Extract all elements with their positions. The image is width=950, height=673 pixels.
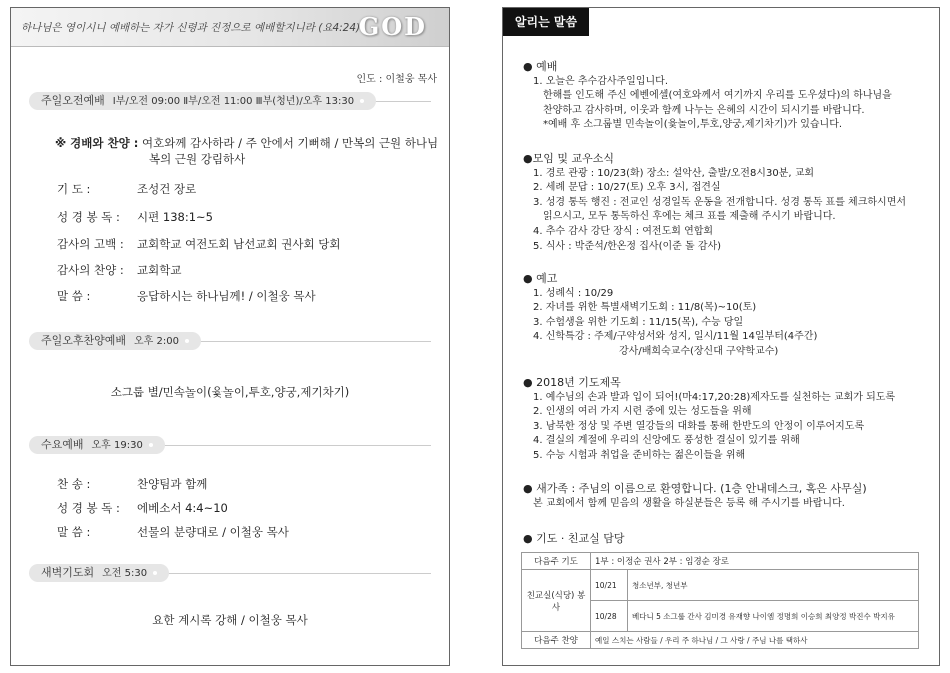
- header-banner: [11, 8, 449, 47]
- section-time: Ⅰ부/오전 09:00 Ⅱ부/오전 11:00 Ⅲ부(청년)/오후 13:30: [112, 96, 355, 107]
- block-heading: ● 새가족 : 주님의 이름으로 환영합니다. (1층 안내데스크, 혹은 사무실): [523, 482, 867, 495]
- meetings-block: [523, 152, 923, 254]
- row-label: 말 씀 :: [57, 289, 91, 303]
- block-heading: ● 2018년 기도제목: [523, 376, 621, 389]
- list-item: 한해를 인도해 주신 에벤에셀(여호와께서 여기까지 우리를 도우셨다)의 하나님을: [543, 90, 892, 102]
- list-item: 2. 세례 문답 : 10/27(토) 오후 3시, 접견실: [533, 182, 721, 194]
- list-item: 4. 결실의 계절에 우리의 신앙에도 풍성한 결실이 있기를 위해: [533, 435, 800, 447]
- block-heading: ● 기도 · 친교실 담당: [523, 532, 625, 545]
- row-label: 감사의 고백 :: [57, 237, 124, 251]
- list-item: 2. 인생의 여러 가지 시련 중에 있는 성도들을 위해: [533, 406, 752, 418]
- praise-row: [55, 135, 438, 151]
- list-item: 본 교회에서 함께 믿음의 생활을 하실분들은 등록 해 주시기를 바랍니다.: [533, 497, 845, 509]
- worship-block: [523, 60, 923, 133]
- list-item: 3. 남북한 정상 및 주변 열강들의 대화를 통해 한반도의 안정이 이루어지도록: [533, 420, 865, 432]
- list-item: 5. 수능 시험과 취업을 준비하는 젊은이들을 위해: [533, 449, 746, 461]
- order-row: [57, 476, 207, 492]
- section-title: 주일오전예배: [41, 94, 105, 107]
- block-heading: ● 예고: [523, 272, 558, 285]
- section-time: 오후 19:30: [91, 440, 143, 451]
- list-item: 강사/배희숙교수(장신대 구약학교수): [619, 345, 779, 357]
- table-cell: 다음주 찬양: [522, 632, 591, 649]
- duty-block: [523, 532, 923, 547]
- list-item: 1. 성례식 : 10/29: [533, 287, 614, 299]
- section-header-afternoon: [29, 332, 431, 350]
- row-value: 교회학교: [137, 263, 182, 277]
- row-value: 응답하시는 하나님께! / 이철웅 목사: [137, 289, 316, 303]
- order-row: [57, 209, 213, 225]
- section-title: 새벽기도회: [41, 566, 95, 579]
- list-item: 4. 추수 감사 강단 장식 : 여전도회 연합회: [533, 225, 714, 237]
- order-row: [57, 236, 340, 252]
- list-item: 2. 자녀를 위한 특별새벽기도회 : 11/8(목)~10(토): [533, 302, 757, 314]
- row-label: 말 씀 :: [57, 525, 91, 539]
- table-cell: 다음주 기도: [522, 553, 591, 570]
- section-header-dawn: [29, 564, 431, 582]
- section-header-morning: [29, 92, 431, 110]
- row-label: ※ 경배와 찬양 :: [55, 136, 139, 150]
- table-row: [522, 570, 919, 601]
- list-item: *예배 후 소그룹별 민속놀이(윷놀이,투호,양궁,제기차기)가 있습니다.: [543, 119, 843, 131]
- list-item: 4. 신학특강 : 주제/구약성서와 성지, 일시/11월 14일부터(4주간): [533, 331, 818, 343]
- row-value: 조성건 장로: [137, 182, 197, 196]
- table-cell: 예일 스치는 사람들 / 우리 주 하나님 / 그 사랑 / 주님 나를 택하사: [591, 632, 919, 649]
- notice-block: [523, 272, 923, 360]
- order-row: [57, 500, 228, 516]
- announcements-page: [502, 7, 940, 666]
- list-item: 찬양하고 감사하며, 이웃과 함께 나누는 은혜의 시간이 되시기를 바랍니다.: [543, 104, 865, 116]
- section-time: 오전 5:30: [102, 568, 148, 579]
- row-label: 찬 송 :: [57, 477, 91, 491]
- order-row: [57, 524, 289, 540]
- row-value: 시편 138:1~5: [137, 210, 213, 224]
- table-cell: 청소년부, 청년부: [628, 570, 919, 601]
- row-value: 여호와께 감사하라 / 주 안에서 기뻐해 / 만복의 근원 하나님: [142, 136, 439, 150]
- dawn-content: 요한 계시록 강해 / 이철웅 목사: [152, 613, 308, 627]
- list-item: 읽으시고, 모두 통독하신 후에는 체크 표를 제출해 주시기 바랍니다.: [543, 211, 836, 223]
- list-item: 5. 식사 : 박준석/한온정 집사(이준 돌 감사): [533, 240, 722, 252]
- section-header-wednesday: [29, 436, 431, 454]
- order-row: [57, 181, 196, 197]
- section-title: 주일오후찬양예배: [41, 334, 127, 347]
- row-value: 교회학교 여전도회 남선교회 권사회 당회: [137, 237, 341, 251]
- service-leader: 인도 : 이철웅 목사: [356, 74, 437, 85]
- row-label: 감사의 찬양 :: [57, 263, 124, 277]
- section-time: 오후 2:00: [134, 336, 179, 347]
- table-row: [522, 632, 919, 649]
- list-item: 1. 오늘은 추수감사주일입니다.: [533, 75, 668, 87]
- prayer-block: [523, 376, 923, 464]
- row-label: 성 경 봉 독 :: [57, 501, 120, 515]
- praise-row-cont: [149, 151, 245, 167]
- row-value: 선물의 분량대로 / 이철웅 목사: [137, 525, 289, 539]
- table-cell: 10/21: [591, 570, 628, 601]
- table-cell: 10/28: [591, 601, 628, 632]
- banner-verse: 하나님은 영이시니 예배하는 자가 신령과 진정으로 예배할지니라 (요4:24): [21, 22, 361, 34]
- table-cell: 친교실(식당) 봉사: [522, 570, 591, 632]
- worship-order-page: [10, 7, 450, 666]
- section-title: 수요예배: [41, 438, 84, 451]
- table-cell: 1부 : 이정순 권사 2부 : 임경순 장로: [591, 553, 919, 570]
- list-item: 1. 예수님의 손과 발과 입이 되어!(마4:17,20:28)제자도를 실천하는 교회가 되도록: [533, 391, 896, 403]
- announcements-title: 알리는 말씀: [503, 8, 589, 36]
- row-value: 찬양팀과 함께: [137, 477, 208, 491]
- order-row: [57, 262, 181, 278]
- newcomer-block: [523, 482, 923, 511]
- row-value: 복의 근원 강림하사: [149, 152, 246, 166]
- list-item: 3. 성경 통독 행진 : 전교인 성경일독 운동을 전개합니다. 성경 통독 표를 체크하시면서: [533, 196, 907, 208]
- row-label: 기 도 :: [57, 182, 91, 196]
- block-heading: ●모임 및 교우소식: [523, 152, 614, 165]
- order-row: [57, 288, 316, 304]
- table-cell: 베다니 5 소그룹 간사 김미경 유재향 나이엠 정명희 이승희 최양정 박진수 박지유: [628, 601, 919, 632]
- list-item: 1. 경로 관광 : 10/23(화) 장소: 설악산, 출발/오전8시30분, 교회: [533, 167, 815, 179]
- block-heading: ● 예배: [523, 60, 558, 73]
- list-item: 3. 수험생을 위한 기도회 : 11/15(목), 수능 당일: [533, 316, 744, 328]
- row-value: 에베소서 4:4~10: [137, 501, 228, 515]
- row-label: 성 경 봉 독 :: [57, 210, 120, 224]
- afternoon-content: 소그룹 별/민속놀이(윷놀이,투호,양궁,제기차기): [110, 385, 350, 399]
- table-row: [522, 553, 919, 570]
- god-logo: GOD: [358, 12, 427, 41]
- duty-table: [521, 552, 919, 649]
